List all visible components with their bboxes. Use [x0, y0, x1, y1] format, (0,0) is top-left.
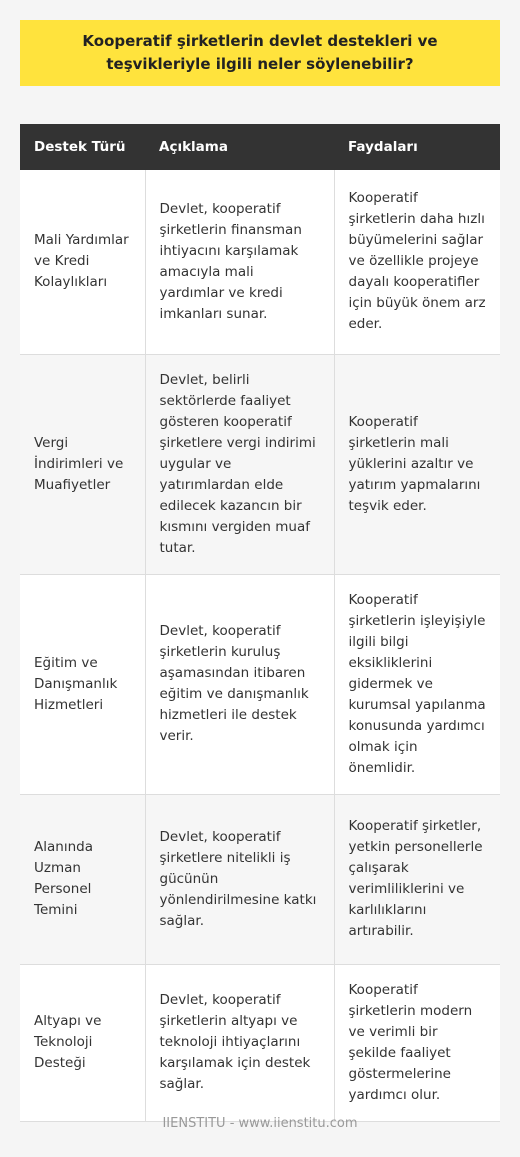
- table-row: [20, 170, 500, 354]
- cell-description: Devlet, kooperatif şirketlere nitelikli iş gücünün yönlendirilmesine katkı sağlar.: [145, 794, 334, 964]
- cell-description: Devlet, kooperatif şirketlerin altyapı ve teknoloji ihtiyaçlarını karşılamak için destek sağlar.: [145, 964, 334, 1121]
- support-table: [20, 124, 500, 1122]
- cell-benefit: Kooperatif şirketlerin mali yüklerini azaltır ve yatırım yapmalarını teşvik eder.: [334, 354, 500, 574]
- cell-benefit: Kooperatif şirketlerin işleyişiyle ilgili bilgi eksikliklerini gidermek ve kurumsal yapılanma konusunda yardımcı olmak için önemlidir.: [334, 574, 500, 794]
- header-description: Açıklama: [145, 124, 334, 170]
- cell-description: Devlet, kooperatif şirketlerin kuruluş aşamasından itibaren eğitim ve danışmanlık hizmetleri ile destek verir.: [145, 574, 334, 794]
- cell-support-type: Eğitim ve Danışmanlık Hizmetleri: [20, 574, 145, 794]
- cell-description: Devlet, kooperatif şirketlerin finansman ihtiyacını karşılamak amacıyla mali yardımlar ve kredi imkanları sunar.: [145, 170, 334, 354]
- cell-benefit: Kooperatif şirketlerin modern ve verimli bir şekilde faaliyet göstermelerine yardımcı olur.: [334, 964, 500, 1121]
- cell-benefit: Kooperatif şirketlerin daha hızlı büyümelerini sağlar ve özellikle projeye dayalı kooperatifler için büyük önem arz eder.: [334, 170, 500, 354]
- page-title: Kooperatif şirketlerin devlet destekleri ve teşvikleriyle ilgili neler söylenebilir?: [82, 32, 438, 73]
- cell-description: Devlet, belirli sektörlerde faaliyet gösteren kooperatif şirketlere vergi indirimi uygular ve yatırımlardan elde edilecek kazancın bir kısmını vergiden muaf tutar.: [145, 354, 334, 574]
- table-row: [20, 574, 500, 794]
- footer-credit: IIENSTITU - www.iienstitu.com: [162, 1116, 358, 1131]
- header-benefits: Faydaları: [334, 124, 500, 170]
- cell-support-type: Altyapı ve Teknoloji Desteği: [20, 964, 145, 1121]
- title-banner: [20, 20, 500, 86]
- cell-support-type: Vergi İndirimleri ve Muafiyetler: [20, 354, 145, 574]
- header-support-type: Destek Türü: [20, 124, 145, 170]
- cell-support-type: Alanında Uzman Personel Temini: [20, 794, 145, 964]
- table-row: [20, 354, 500, 574]
- table-row: [20, 794, 500, 964]
- table-header-row: [20, 124, 500, 170]
- cell-benefit: Kooperatif şirketler, yetkin personellerle çalışarak verimliliklerini ve karlılıklarını artırabilir.: [334, 794, 500, 964]
- cell-support-type: Mali Yardımlar ve Kredi Kolaylıkları: [20, 170, 145, 354]
- table-row: [20, 964, 500, 1121]
